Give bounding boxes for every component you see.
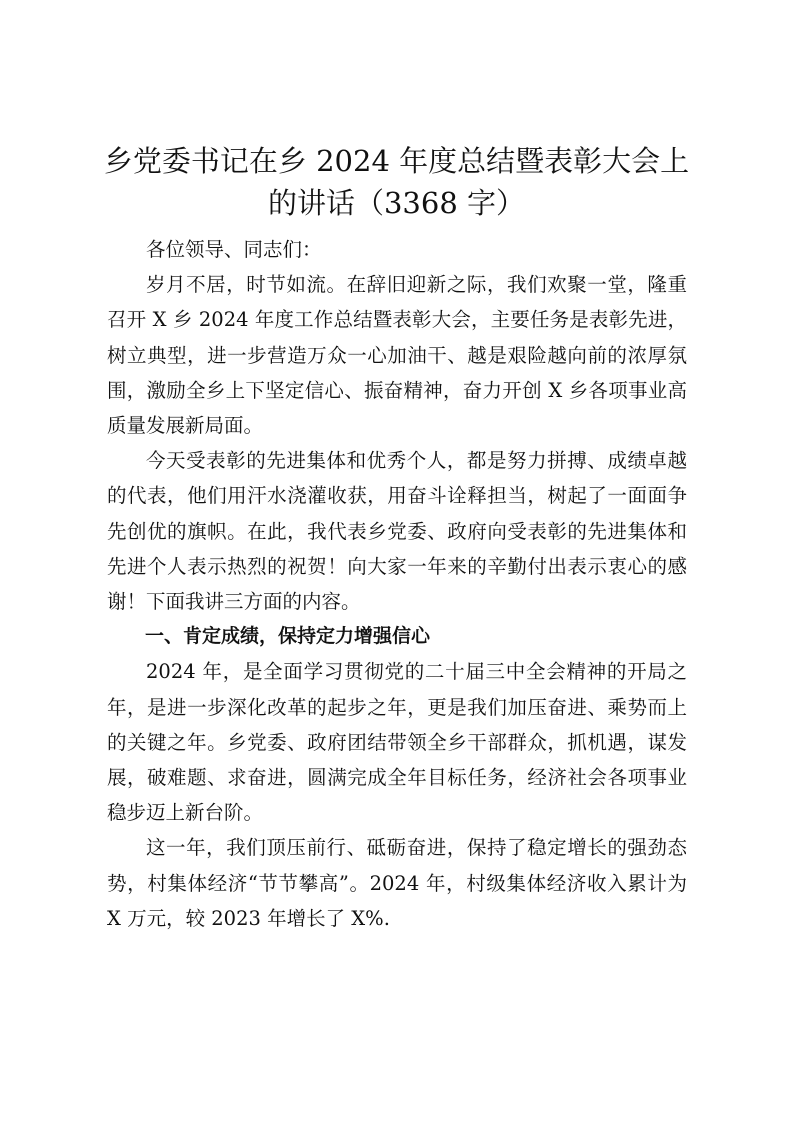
paragraph-opening: 岁月不居，时节如流。在辞旧迎新之际，我们欢聚一堂，隆重召开 X 乡 2024 年度工作总结暨表彰大会，主要任务是表彰先进，树立典型，进一步营造万众一心加油干、越是艰险越向前的浓厚氛围，激励全乡上下坚定信心、振奋精神，奋力开创 X 乡各项事业高质量发展新局面。: [107, 273, 687, 438]
title-line-2: 的讲话（3368 字）: [267, 186, 526, 220]
document-body: [107, 232, 687, 936]
salutation: 各位领导、同志们：: [146, 238, 322, 261]
section-heading: 一、肯定成绩，保持定力增强信心: [145, 625, 431, 648]
document-title: [100, 140, 693, 224]
paragraph-section1-economy: 这一年，我们顶压前行、砥砺奋进，保持了稳定增长的强劲态势，村集体经济“节节攀高”。2024 年，村级集体经济收入累计为 X 万元，较 2023 年增长了 X%.: [107, 836, 687, 930]
title-line-1: 乡党委书记在乡 2024 年度总结暨表彰大会上: [103, 144, 690, 178]
paragraph-commendation: 今天受表彰的先进集体和优秀个人，都是努力拼搏、成绩卓越的代表，他们用汗水浇灌收获，用奋斗诠释担当，树起了一面面争先创优的旗帜。在此，我代表乡党委、政府向受表彰的先进集体和先进个人表示热烈的祝贺！向大家一年来的辛勤付出表示衷心的感谢！下面我讲三方面的内容。: [107, 449, 687, 614]
paragraph-section1-intro: 2024 年，是全面学习贯彻党的二十届三中全会精神的开局之年，是进一步深化改革的起步之年，更是我们加压奋进、乘势而上的关键之年。乡党委、政府团结带领全乡干部群众，抓机遇，谋发展，破难题、求奋进，圆满完成全年目标任务，经济社会各项事业稳步迈上新台阶。: [107, 660, 687, 825]
